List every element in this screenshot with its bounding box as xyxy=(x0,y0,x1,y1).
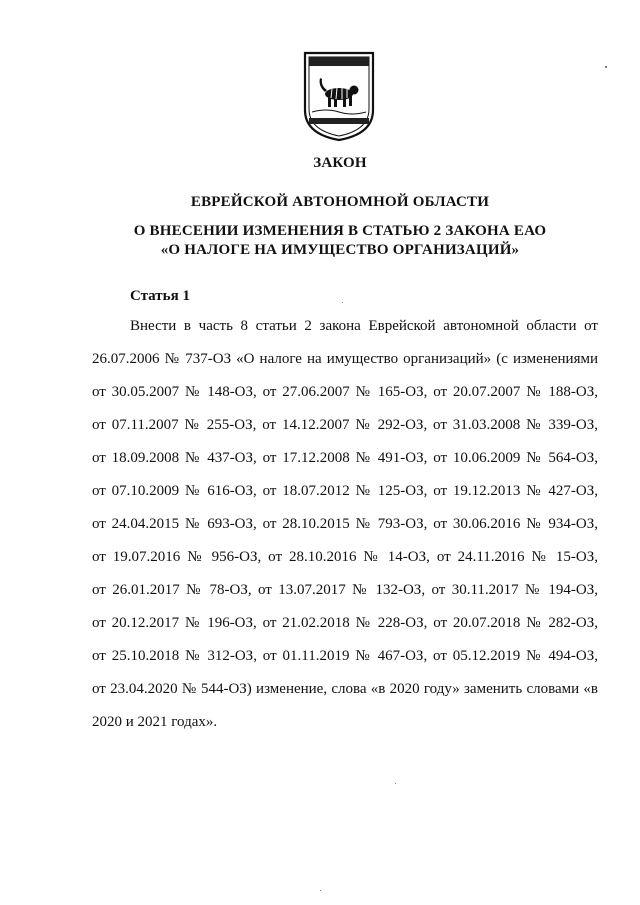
scan-speck xyxy=(342,302,343,303)
article-text-line: от 30.05.2007 № 148-ОЗ, от 27.06.2007 № 165-ОЗ, от 20.07.2007 № 188-ОЗ, xyxy=(92,384,598,400)
article-text-line: от 19.07.2016 № 956-ОЗ, от 28.10.2016 № 14-ОЗ, от 24.11.2016 № 15-ОЗ, xyxy=(92,549,598,565)
article-text-line: от 07.10.2009 № 616-ОЗ, от 18.07.2012 № 125-ОЗ, от 19.12.2013 № 427-ОЗ, xyxy=(92,483,598,499)
article-text-line: от 23.04.2020 № 544-ОЗ) изменение, слова «в 2020 году» заменить словами «в xyxy=(92,681,598,697)
coat-of-arms-emblem xyxy=(302,50,376,142)
scan-speck xyxy=(320,890,321,891)
law-caption-line-2: «О НАЛОГЕ НА ИМУЩЕСТВО ОРГАНИЗАЦИЙ» xyxy=(160,242,520,258)
scan-speck xyxy=(605,66,607,68)
article-text-line: от 24.04.2015 № 693-ОЗ, от 28.10.2015 № 793-ОЗ, от 30.06.2016 № 934-ОЗ, xyxy=(92,516,598,532)
article-text-line: от 18.09.2008 № 437-ОЗ, от 17.12.2008 № 491-ОЗ, от 10.06.2009 № 564-ОЗ, xyxy=(92,450,598,466)
article-text-line: от 26.01.2017 № 78-ОЗ, от 13.07.2017 № 132-ОЗ, от 30.11.2017 № 194-ОЗ, xyxy=(92,582,598,598)
article-text-line: 26.07.2006 № 737-ОЗ «О налоге на имущество организаций» (с изменениями xyxy=(92,351,598,367)
scan-speck xyxy=(395,783,396,784)
article-text-line: Внести в часть 8 статьи 2 закона Еврейской автономной области от xyxy=(130,318,598,334)
article-heading: Статья 1 xyxy=(130,288,190,304)
article-text-line: от 07.11.2007 № 255-ОЗ, от 14.12.2007 № 292-ОЗ, от 31.03.2008 № 339-ОЗ, xyxy=(92,417,598,433)
law-title: ЗАКОН xyxy=(313,155,367,171)
article-text-line: от 25.10.2018 № 312-ОЗ, от 01.11.2019 № 467-ОЗ, от 05.12.2019 № 494-ОЗ, xyxy=(92,648,598,664)
article-text-line: 2020 и 2021 годах». xyxy=(92,714,218,730)
article-text-line: от 20.12.2017 № 196-ОЗ, от 21.02.2018 № 228-ОЗ, от 20.07.2018 № 282-ОЗ, xyxy=(92,615,598,631)
law-region: ЕВРЕЙСКОЙ АВТОНОМНОЙ ОБЛАСТИ xyxy=(190,194,490,210)
law-caption-line-1: О ВНЕСЕНИИ ИЗМЕНЕНИЯ В СТАТЬЮ 2 ЗАКОНА ЕАО xyxy=(133,223,547,239)
